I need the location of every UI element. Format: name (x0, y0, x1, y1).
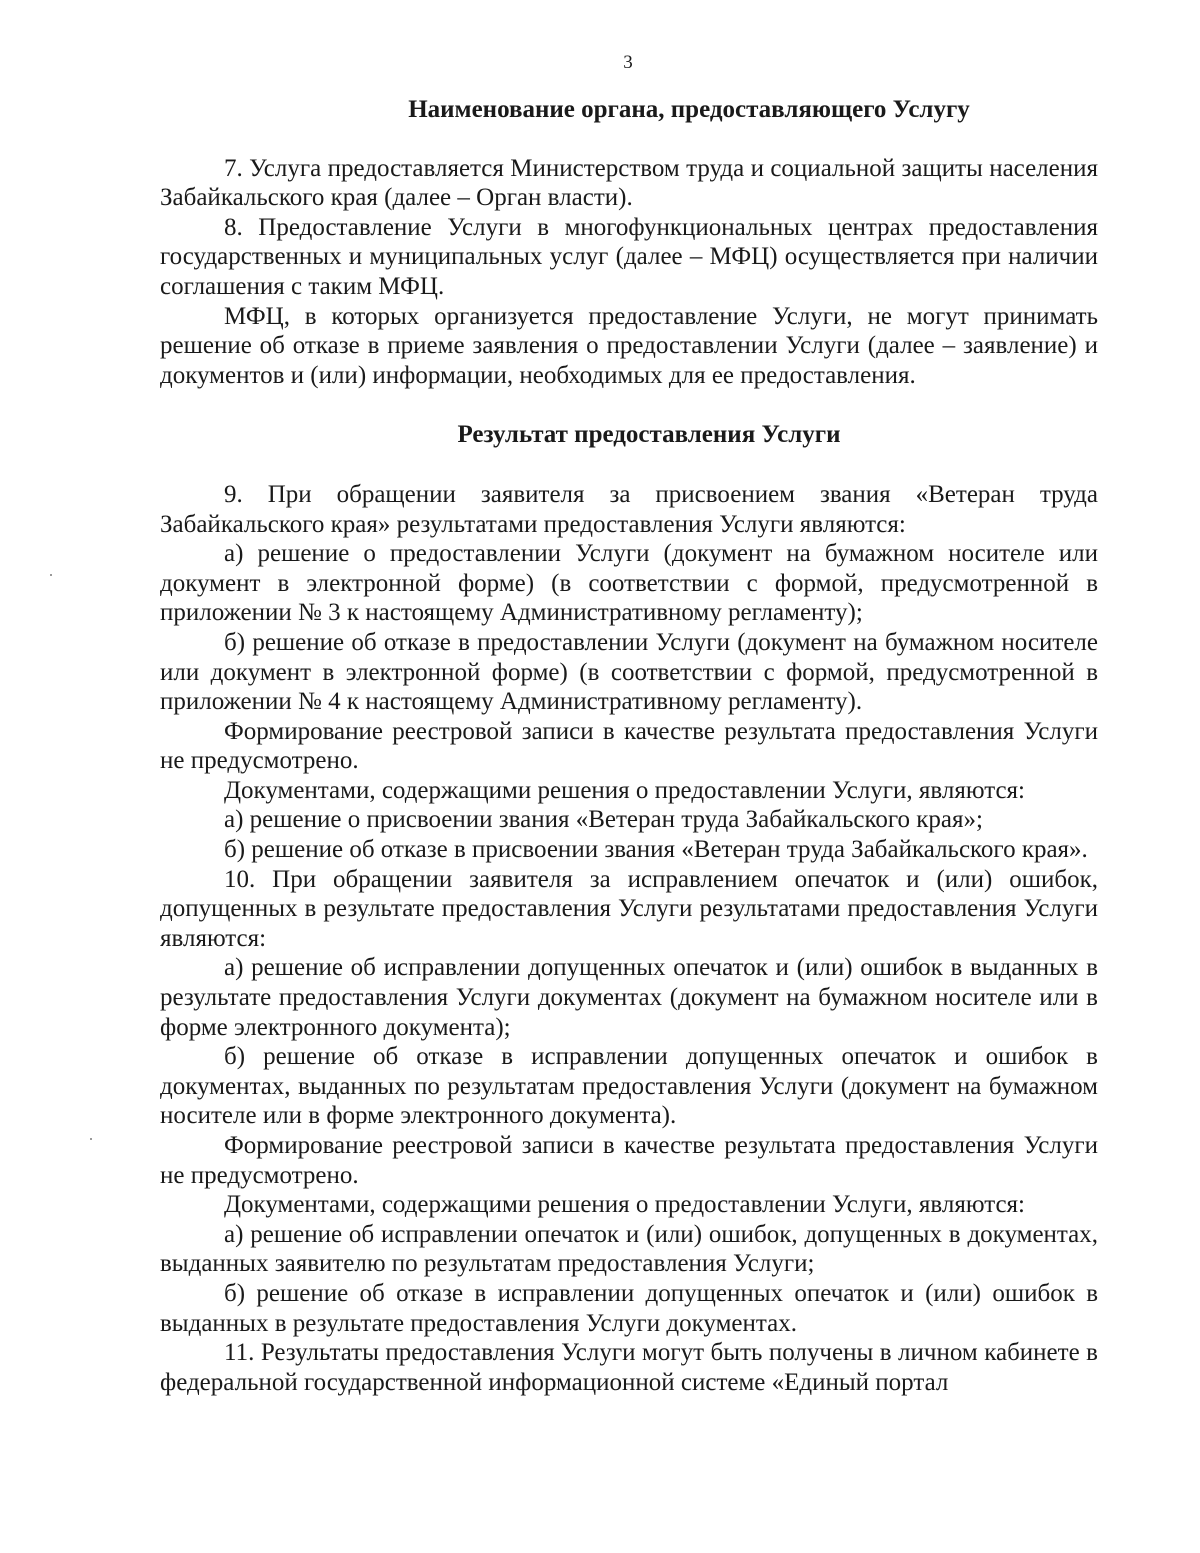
paragraph-11: 11. Результаты предоставления Услуги могут быть получены в личном кабинете в федеральной государственной информационной системе «Единый портал (160, 1339, 1098, 1396)
paragraph-7: 7. Услуга предоставляется Министерством труда и социальной защиты населения Забайкальского края (далее – Орган власти). (160, 154, 1098, 212)
paragraph-10-doc-a: а) решение об исправлении опечаток и (или) ошибок, допущенных в документах, выданных заявителю по результатам предоставления Услуги; (160, 1220, 1098, 1278)
paragraph-9b: б) решение об отказе в предоставлении Услуги (документ на бумажном носителе или документ в электронной форме) (в соответствии с формой, предусмотренной в приложении № 4 к настоящему Административному регламенту). (160, 628, 1098, 716)
paragraph-9: 9. При обращении заявителя за присвоением звания «Ветеран труда Забайкальского края» результатами предоставления Услуги являются: (160, 480, 1098, 538)
page-number: 3 (623, 52, 633, 73)
paragraph-mfc: МФЦ, в которых организуется предоставление Услуги, не могут принимать решение об отказе в приеме заявления о предоставлении Услуги (далее – заявление) и документов и (или) информации, необходимых для ее предоставления. (160, 302, 1098, 389)
section-result-text (160, 480, 1098, 1397)
paragraph-10-documents: Документами, содержащими решения о предоставлении Услуги, являются: (224, 1191, 1025, 1219)
paragraph-9-doc-b: б) решение об отказе в присвоении звания «Ветеран труда Забайкальского края». (224, 836, 1088, 864)
paragraph-10-doc-b: б) решение об отказе в исправлении допущенных опечаток и (или) ошибок в выданных в результате предоставления Услуги документах. (160, 1279, 1098, 1337)
paragraph-9-doc-a: а) решение о присвоении звания «Ветеран труда Забайкальского края»; (224, 806, 983, 834)
paragraph-10-registry: Формирование реестровой записи в качестве результата предоставления Услуги не предусмотрено. (160, 1132, 1098, 1189)
document-body (160, 95, 1098, 1397)
paragraph-10a: а) решение об исправлении допущенных опечаток и (или) ошибок в выданных в результате предоставления Услуги документах (документ на бумажном носителе или в форме электронного документа); (160, 954, 1098, 1041)
paragraph-8: 8. Предоставление Услуги в многофункциональных центрах предоставления государственных и муниципальных услуг (далее – МФЦ) осуществляется при наличии соглашения с таким МФЦ. (160, 213, 1098, 300)
section-heading-authority: Наименование органа, предоставляющего Услугу (408, 96, 970, 123)
paragraph-9a: а) решение о предоставлении Услуги (документ на бумажном носителе или документ в электронной форме) (в соответствии с формой, предусмотренной в приложении № 3 к настоящему Административному регламенту); (160, 540, 1098, 627)
paragraph-10: 10. При обращении заявителя за исправлением опечаток и (или) ошибок, допущенных в результате предоставления Услуги результатами предоставления Услуги являются: (160, 865, 1098, 952)
section-heading-result: Результат предоставления Услуги (457, 421, 841, 449)
paragraph-10b: б) решение об отказе в исправлении допущенных опечаток и ошибок в документах, выданных по результатам предоставления Услуги (документ на бумажном носителе или в форме электронного документа). (160, 1043, 1098, 1130)
section-authority-text (160, 154, 1098, 391)
paragraph-9-registry: Формирование реестровой записи в качестве результата предоставления Услуги не предусмотрено. (160, 717, 1098, 775)
paragraph-9-documents: Документами, содержащими решения о предоставлении Услуги, являются: (224, 776, 1025, 804)
